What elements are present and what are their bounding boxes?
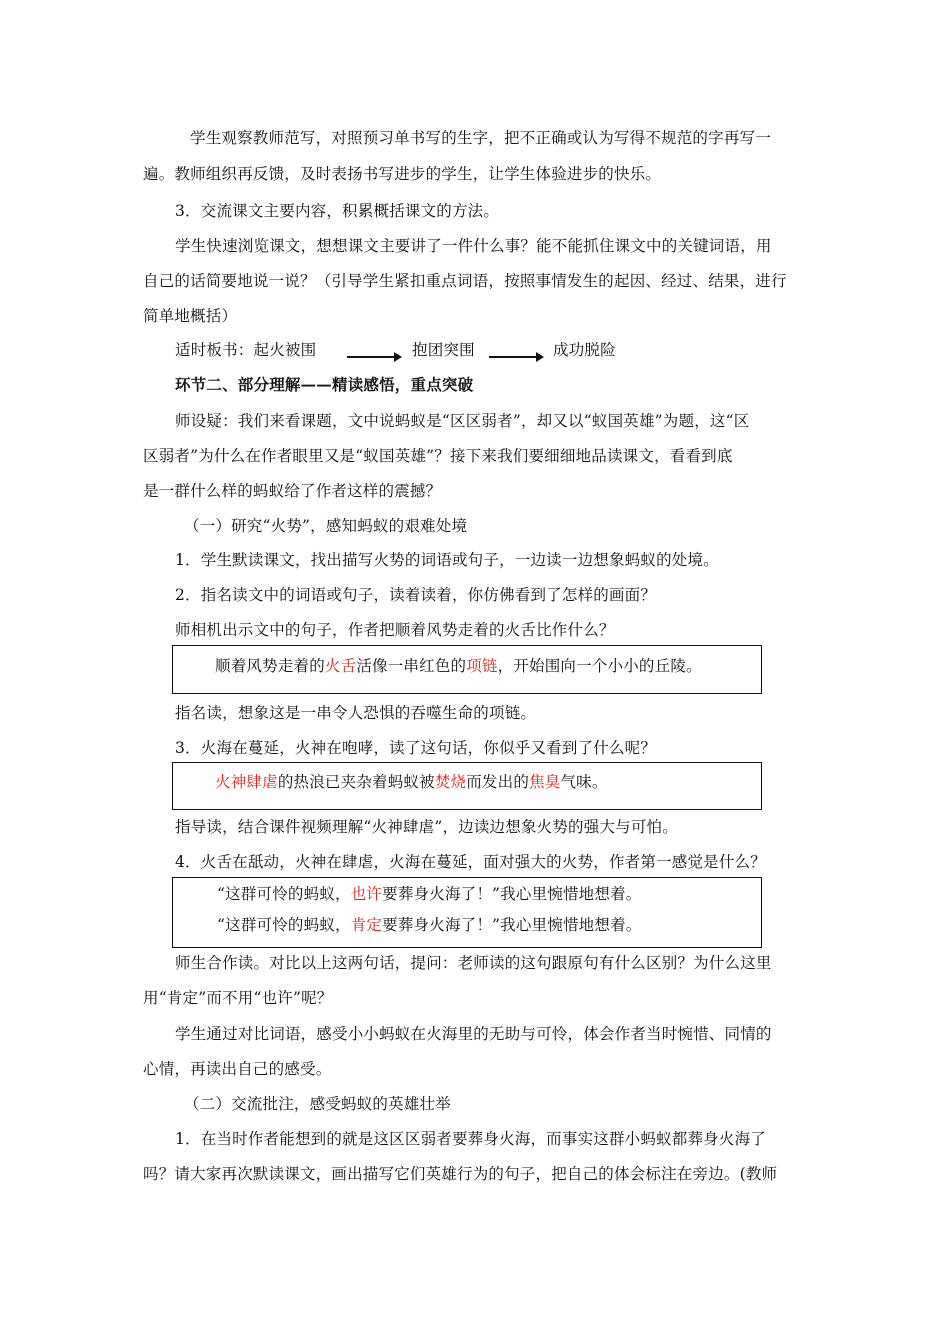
paragraph-line: 师设疑：我们来看课题，文中说蚂蚁是“区区弱者”，却又以“蚁国英雄”为题，这“区 [175, 412, 750, 430]
subsection-heading: （二）交流批注，感受蚂蚁的英雄壮举 [184, 1095, 451, 1113]
paragraph-line: 是一群什么样的蚂蚁给了作者这样的震撼？ [143, 482, 442, 500]
paragraph-line: 1．在当时作者能想到的就是这区区弱者要葬身火海，而事实这群小蚂蚁都葬身火海了 [175, 1130, 766, 1148]
board-step: 抱团突围 [412, 341, 475, 359]
quote-box [172, 877, 762, 948]
paragraph-line: 简单地概括） [143, 307, 238, 325]
list-item: 4．火舌在舐动，火神在肆虐，火海在蔓延，面对强大的火势，作者第一感觉是什么？ [175, 853, 766, 871]
list-item: 3．火海在蔓延，火神在咆哮，读了这句话，你似乎又看到了什么呢？ [175, 739, 657, 757]
section-item: 3．交流课文主要内容，积累概括课文的方法。 [175, 202, 500, 220]
quote-text: “这群可怜的蚂蚁，肯定要葬身火海了！”我心里惋惜地想着。 [217, 916, 642, 934]
paragraph-line: 区弱者”为什么在作者眼里又是“蚁国英雄”？接下来我们要细细地品读课文，看看到底 [143, 447, 733, 465]
highlight-word: 火神肆虐 [215, 773, 278, 791]
highlight-word: 焚烧 [434, 773, 467, 791]
paragraph-line: 遍。教师组织再反馈，及时表扬书写进步的学生，让学生体验进步的快乐。 [143, 165, 662, 183]
paragraph-line: 师生合作读。对比以上这两句话，提问：老师读的这句跟原句有什么区别？为什么这里 [175, 954, 772, 972]
paragraph-line: 学生观察教师范写，对照预习单书写的生字，把不正确或认为写得不规范的字再写一 [190, 129, 771, 147]
quote-text: 火神肆虐的热浪已夹杂着蚂蚁被焚烧而发出的焦臭气味。 [215, 773, 608, 791]
highlight-word: 焦臭 [529, 773, 561, 791]
quote-box [172, 762, 762, 810]
paragraph-line: 指名读，想象这是一串令人恐惧的吞噬生命的项链。 [175, 704, 537, 722]
board-label: 适时板书：起火被围 [175, 341, 317, 359]
paragraph-line: 自己的话简要地说一说？（引导学生紧扣重点词语，按照事情发生的起因、经过、结果，进行 [143, 272, 787, 290]
paragraph-line: 用“肯定”而不用“也许”呢？ [143, 989, 333, 1007]
section-heading: 环节二、部分理解——精读感悟，重点突破 [175, 375, 474, 394]
paragraph-line: 师相机出示文中的句子，作者把顺着风势走着的火舌比作什么？ [175, 621, 615, 639]
highlight-word: 也许 [350, 885, 383, 903]
board-step: 成功脱险 [553, 341, 616, 359]
list-item: 2．指名读文中的词语或句子，读着读着，你仿佛看到了怎样的画面？ [175, 586, 657, 604]
paragraph-line: 学生通过对比词语，感受小小蚂蚁在火海里的无助与可怜，体会作者当时惋惜、同情的 [175, 1025, 772, 1043]
quote-text: 顺着风势走着的火舌活像一串红色的项链，开始围向一个小小的丘陵。 [215, 657, 702, 675]
highlight-word: 项链 [466, 657, 498, 675]
quote-text: “这群可怜的蚂蚁，也许要葬身火海了！”我心里惋惜地想着。 [217, 885, 642, 903]
paragraph-line: 心情，再读出自己的感受。 [143, 1060, 332, 1078]
arrow-icon [347, 356, 400, 358]
arrow-icon [489, 356, 542, 358]
highlight-word: 肯定 [350, 916, 383, 934]
quote-box [172, 645, 762, 694]
subsection-heading: （一）研究“火势”，感知蚂蚁的艰难处境 [184, 517, 468, 535]
list-item: 1．学生默读课文，找出描写火势的词语或句子，一边读一边想象蚂蚁的处境。 [175, 551, 719, 569]
paragraph-line: 学生快速浏览课文，想想课文主要讲了一件什么事？能不能抓住课文中的关键词语，用 [175, 237, 772, 255]
paragraph-line: 指导读，结合课件视频理解“火神肆虐”，边读边想象火势的强大与可怕。 [175, 818, 678, 836]
paragraph-line: 吗？请大家再次默读课文，画出描写它们英雄行为的句子，把自己的体会标注在旁边。(教师 [143, 1165, 778, 1183]
highlight-word: 火舌 [324, 657, 357, 675]
